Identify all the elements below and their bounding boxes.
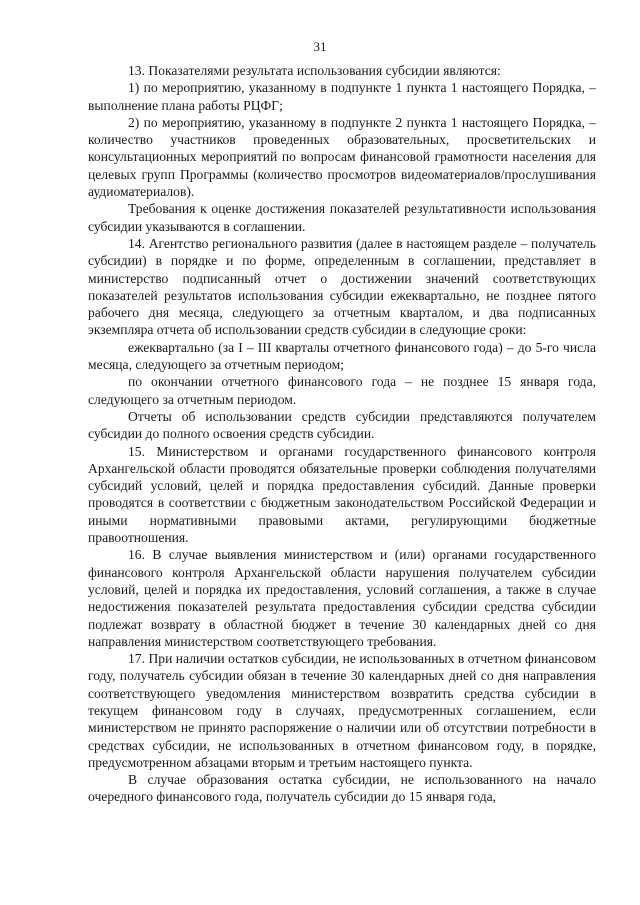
- paragraph-15: 15. Министерством и органами государственного финансового контроля Архангельской области проводятся обязательные проверки соблюдения получателями субсидий условий, целей и порядка предоставления субсидий. Данные проверки проводятся в соответствии с бюджетным законодательством Российской Федерации и иными нормативными правовыми актами, регулирующими бюджетные правоотношения.: [88, 443, 596, 546]
- paragraph-17: 17. При наличии остатков субсидии, не использованных в отчетном финансовом году, получатель субсидии обязан в течение 30 календарных дней со дня направления соответствующего уведомления министерством возвратить средства субсидии в текущем финансовом году в случаях, предусмотренных соглашением, если министерством не принято распоряжение о наличии или об отсутствии потребности в средствах субсидии, не использованных в отчетном финансовом году, в порядке, предусмотренном абзацами вторым и третьим настоящего пункта.: [88, 651, 596, 770]
- paragraph-14: 14. Агентство регионального развития (далее в настоящем разделе – получатель субсидии) в порядке и по форме, определенным в соглашении, представляет в министерство подписанный отчет о достижении значений соответствующих показателей результатов использования субсидии ежеквартально, не позднее пятого рабочего дня месяца, следующего за отчетным кварталом, и два подписанных экземпляра отчета об использовании средств субсидии в следующие сроки:: [88, 235, 596, 338]
- document-body: [88, 62, 596, 806]
- paragraph-13-item-1: 1) по мероприятию, указанному в подпункте 1 пункта 1 настоящего Порядка, – выполнение плана работы РЦФГ;: [88, 80, 596, 113]
- paragraph-14-reports: Отчеты об использовании средств субсидии представляются получателем субсидии до полного освоения средств субсидии.: [88, 408, 596, 442]
- paragraph-14-annual: по окончании отчетного финансового года – не позднее 15 января года, следующего за отчетным периодом.: [88, 374, 596, 407]
- paragraph-13-heading: 13. Показателями результата использования субсидии являются:: [128, 63, 501, 78]
- paragraph-16: 16. В случае выявления министерством и (или) органами государственного финансового контроля Архангельской области нарушения получателем субсидии условий, целей и порядка их предоставления, условий соглашения, а также в случае недостижения показателей результата предоставления субсидии средства субсидии подлежат возврату в областной бюджет в течение 30 календарных дней со дня направления министерством соответствующего требования.: [88, 547, 596, 649]
- paragraph-14-quarterly: ежеквартально (за I – III кварталы отчетного финансового года) – до 5-го числа месяца, следующего за отчетным периодом;: [88, 339, 596, 373]
- page-number: 31: [313, 39, 327, 54]
- paragraph-17-continuation: В случае образования остатка субсидии, не использованного на начало очередного финансового года, получатель субсидии до 15 января года,: [88, 772, 596, 805]
- paragraph-13-requirements: Требования к оценке достижения показателей результативности использования субсидии указываются в соглашении.: [88, 201, 596, 234]
- paragraph-13-item-2: 2) по мероприятию, указанному в подпункте 2 пункта 1 настоящего Порядка, – количество участников проведенных образовательных, просветительских и консультационных мероприятий по вопросам финансовой грамотности населения для целевых групп Программы (количество просмотров видеоматериалов/прослушивания аудиоматериалов).: [88, 114, 596, 200]
